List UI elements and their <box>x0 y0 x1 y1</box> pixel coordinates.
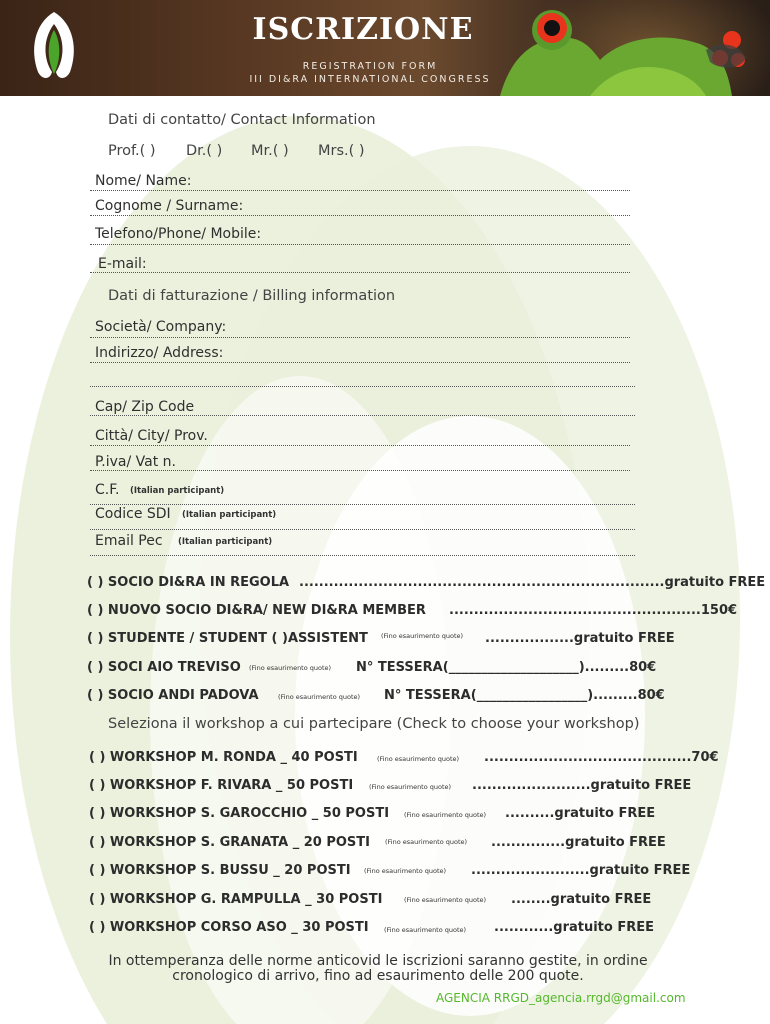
vat-field[interactable] <box>90 470 630 471</box>
cf-field[interactable] <box>90 504 635 505</box>
cf-note: (Italian participant) <box>130 486 225 496</box>
workshop-option-granata[interactable] <box>89 835 370 850</box>
workshop-note-granata: (Fino esaurimento quote) <box>385 838 468 846</box>
sdi-field[interactable] <box>90 529 635 530</box>
workshop-option-ronda[interactable] <box>89 750 358 765</box>
address-field[interactable] <box>90 362 630 363</box>
surname-field[interactable] <box>90 215 630 216</box>
vat-label: P.iva/ Vat n. <box>95 454 176 470</box>
workshop-fee-ronda: ..........................................70€ <box>484 750 719 765</box>
zip-field[interactable] <box>90 415 635 416</box>
footer-note-line-2: cronologico di arrivo, fino ad esaurimento delle 200 quote. <box>172 968 584 984</box>
phone-field[interactable] <box>90 244 630 245</box>
page-title: ISCRIZIONE <box>252 12 474 47</box>
option-label: ( ) WORKSHOP F. RIVARA _ 50 POSTI <box>89 778 354 793</box>
title-mrs[interactable]: Mrs.( ) <box>318 143 365 159</box>
company-field[interactable] <box>90 337 630 338</box>
registration-note-andi: (Fino esaurimento quote) <box>278 693 361 701</box>
workshop-fee-rampulla: ........gratuito FREE <box>511 892 652 907</box>
option-label: ( ) WORKSHOP S. BUSSU _ 20 POSTI <box>89 863 351 878</box>
workshop-fee-granata: ...............gratuito FREE <box>491 835 666 850</box>
workshop-option-rivara[interactable] <box>89 778 353 793</box>
footer-note-line-1: In ottemperanza delle norme anticovid le iscrizioni saranno gestite, in ordine <box>108 953 648 969</box>
workshop-heading: Seleziona il workshop a cui partecipare (Check to choose your workshop) <box>108 716 640 732</box>
title-dr[interactable]: Dr.( ) <box>186 143 223 159</box>
registration-card-aio[interactable]: N° TESSERA(____________________).........80€ <box>356 660 657 675</box>
pec-label: Email Pec <box>95 533 163 549</box>
zip-label: Cap/ Zip Code <box>95 399 195 415</box>
header-banner <box>0 0 770 96</box>
phone-label: Telefono/Phone/ Mobile: <box>95 226 262 242</box>
option-label: ( ) WORKSHOP G. RAMPULLA _ 30 POSTI <box>89 892 383 907</box>
registration-option-socio[interactable] <box>87 575 289 590</box>
workshop-option-rampulla[interactable] <box>89 892 382 907</box>
registration-option-andi[interactable] <box>87 688 259 703</box>
registration-fee-student: ..................gratuito FREE <box>485 631 675 646</box>
agency-contact-link[interactable]: AGENCIA RRGD_agencia.rrgd@gmail.com <box>436 991 686 1005</box>
email-field[interactable] <box>90 272 630 273</box>
workshop-fee-bussu: ........................gratuito FREE <box>471 863 691 878</box>
sdi-note: (Italian participant) <box>182 510 277 520</box>
workshop-note-rampulla: (Fino esaurimento quote) <box>404 896 487 904</box>
subtitle-registration: REGISTRATION FORM <box>302 61 438 72</box>
contact-heading: Dati di contatto/ Contact Information <box>108 112 376 128</box>
pec-note: (Italian participant) <box>178 537 273 547</box>
cf-label: C.F. <box>95 482 120 498</box>
workshop-option-garocchio[interactable] <box>89 806 389 821</box>
registration-note-student: (Fino esaurimento quote) <box>381 632 464 640</box>
registration-fee-new-member: ...................................................150€ <box>449 603 738 618</box>
workshop-option-corso-aso[interactable] <box>89 920 369 935</box>
email-label: E-mail: <box>98 256 147 272</box>
registration-option-student[interactable] <box>87 631 368 646</box>
workshop-note-garocchio: (Fino esaurimento quote) <box>404 811 487 819</box>
workshop-fee-garocchio: ..........gratuito FREE <box>505 806 656 821</box>
registration-note-aio: (Fino esaurimento quote) <box>249 664 332 672</box>
address-field-line-2[interactable] <box>90 386 635 387</box>
registration-fee-socio: ..........................................................................gratuito FREE <box>299 575 766 590</box>
registration-card-andi[interactable]: N° TESSERA(_________________).........80€ <box>384 688 665 703</box>
city-field[interactable] <box>90 445 630 446</box>
name-label: Nome/ Name: <box>95 173 192 189</box>
workshop-option-bussu[interactable] <box>89 863 351 878</box>
frog-illustration <box>470 0 770 96</box>
workshop-note-corso-aso: (Fino esaurimento quote) <box>384 926 467 934</box>
option-label: ( ) NUOVO SOCIO DI&RA/ NEW DI&RA MEMBER <box>87 603 426 618</box>
sdi-label: Codice SDI <box>95 506 171 522</box>
registration-option-new-member[interactable] <box>87 603 426 618</box>
company-label: Società/ Company: <box>95 319 227 335</box>
title-prof[interactable]: Prof.( ) <box>108 143 156 159</box>
name-field[interactable] <box>90 190 630 191</box>
option-label: ( ) SOCI AIO TREVISO <box>87 660 241 675</box>
address-label: Indirizzo/ Address: <box>95 345 224 361</box>
workshop-note-bussu: (Fino esaurimento quote) <box>364 867 447 875</box>
workshop-fee-rivara: ........................gratuito FREE <box>472 778 692 793</box>
surname-label: Cognome / Surname: <box>95 198 244 214</box>
subtitle-congress: III DI&RA INTERNATIONAL CONGRESS <box>249 74 491 85</box>
registration-option-aio[interactable] <box>87 660 241 675</box>
billing-heading: Dati di fatturazione / Billing information <box>108 288 396 304</box>
title-mr[interactable]: Mr.( ) <box>251 143 289 159</box>
option-label: ( ) WORKSHOP S. GRANATA _ 20 POSTI <box>89 835 370 850</box>
option-label: ( ) WORKSHOP S. GAROCCHIO _ 50 POSTI <box>89 806 390 821</box>
pec-field[interactable] <box>90 555 635 556</box>
option-label: ( ) WORKSHOP CORSO ASO _ 30 POSTI <box>89 920 369 935</box>
workshop-fee-corso-aso: ............gratuito FREE <box>494 920 654 935</box>
city-label: Città/ City/ Prov. <box>95 428 208 444</box>
workshop-note-ronda: (Fino esaurimento quote) <box>377 755 460 763</box>
workshop-note-rivara: (Fino esaurimento quote) <box>369 783 452 791</box>
option-label: ( ) STUDENTE / STUDENT ( )ASSISTENT <box>87 631 368 646</box>
option-label: ( ) WORKSHOP M. RONDA _ 40 POSTI <box>89 750 358 765</box>
option-label: ( ) SOCIO ANDI PADOVA <box>87 688 259 703</box>
option-label: ( ) SOCIO DI&RA IN REGOLA <box>87 575 290 590</box>
